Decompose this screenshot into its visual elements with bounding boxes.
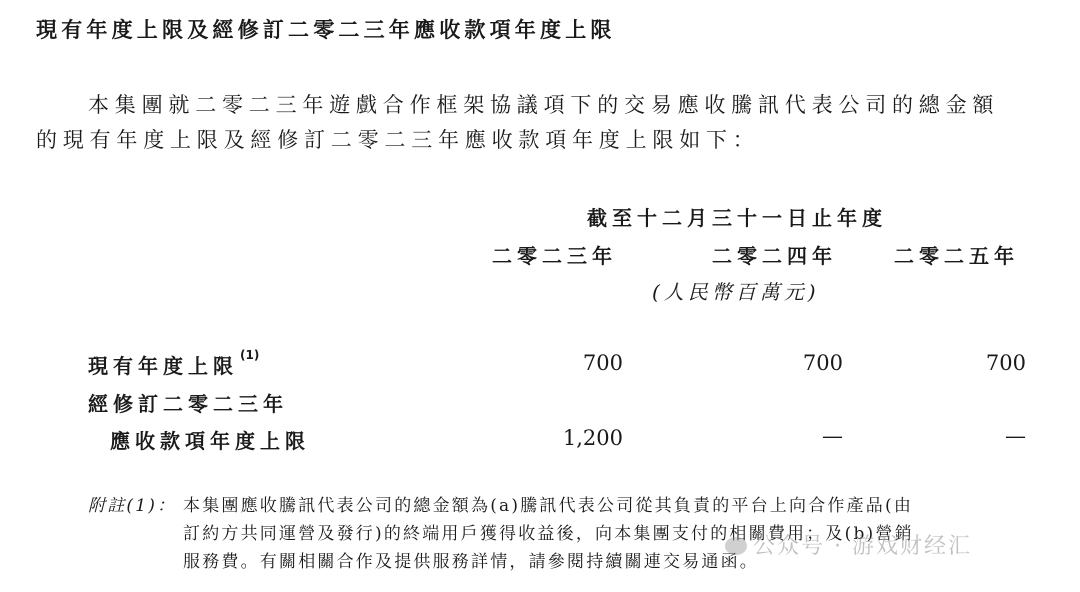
period-header: 截至十二月三十一日止年度 [587,206,887,230]
cell-existing-2025: 700 [985,351,1026,375]
watermark-text: 公众号 · 游戏财经汇 [753,534,972,559]
row-label-existing-cap [88,350,259,379]
intro-paragraph [36,88,1036,158]
column-header-2024: 二零二四年 [712,244,837,268]
column-header-2025: 二零二五年 [894,244,1019,268]
section-heading: 現有年度上限及經修訂二零二三年應收款項年度上限 [36,18,616,42]
footnote-line-1: 本集團應收騰訊代表公司的總金額為(a)騰訊代表公司從其負責的平台上向合作產品(由 [183,496,914,516]
cell-revised-2025: — [1005,424,1026,448]
cell-revised-2023: 1,200 [562,426,623,450]
intro-line-1: 本集團就二零二三年遊戲合作框架協議項下的交易應收騰訊代表公司的總金額 [88,93,1000,117]
row-label-revised-line2: 應收款項年度上限 [110,429,310,453]
cell-existing-2023: 700 [582,351,623,375]
wechat-icon [725,537,747,555]
footnote-line-3: 服務費。有關相關合作及提供服務詳情，請參閱持續關連交易通函。 [183,552,759,572]
note-reference: (1) [240,348,260,362]
unit-label: (人民幣百萬元) [652,280,820,304]
row-label-revised-line1: 經修訂二零二三年 [88,392,288,416]
column-header-2023: 二零二三年 [492,244,617,268]
row-label-text: 現有年度上限 [88,354,238,378]
intro-line-2: 的現有年度上限及經修訂二零二三年應收款項年度上限如下： [36,128,760,152]
cell-revised-2024: — [822,424,843,448]
footnote-line-2: 訂約方共同運營及發行)的終端用戶獲得收益後，向本集團支付的相關費用；及(b)營銷 [183,524,914,544]
cell-existing-2024: 700 [802,351,843,375]
watermark [725,529,972,560]
footnote-prefix: 附註(1)： [88,496,177,516]
